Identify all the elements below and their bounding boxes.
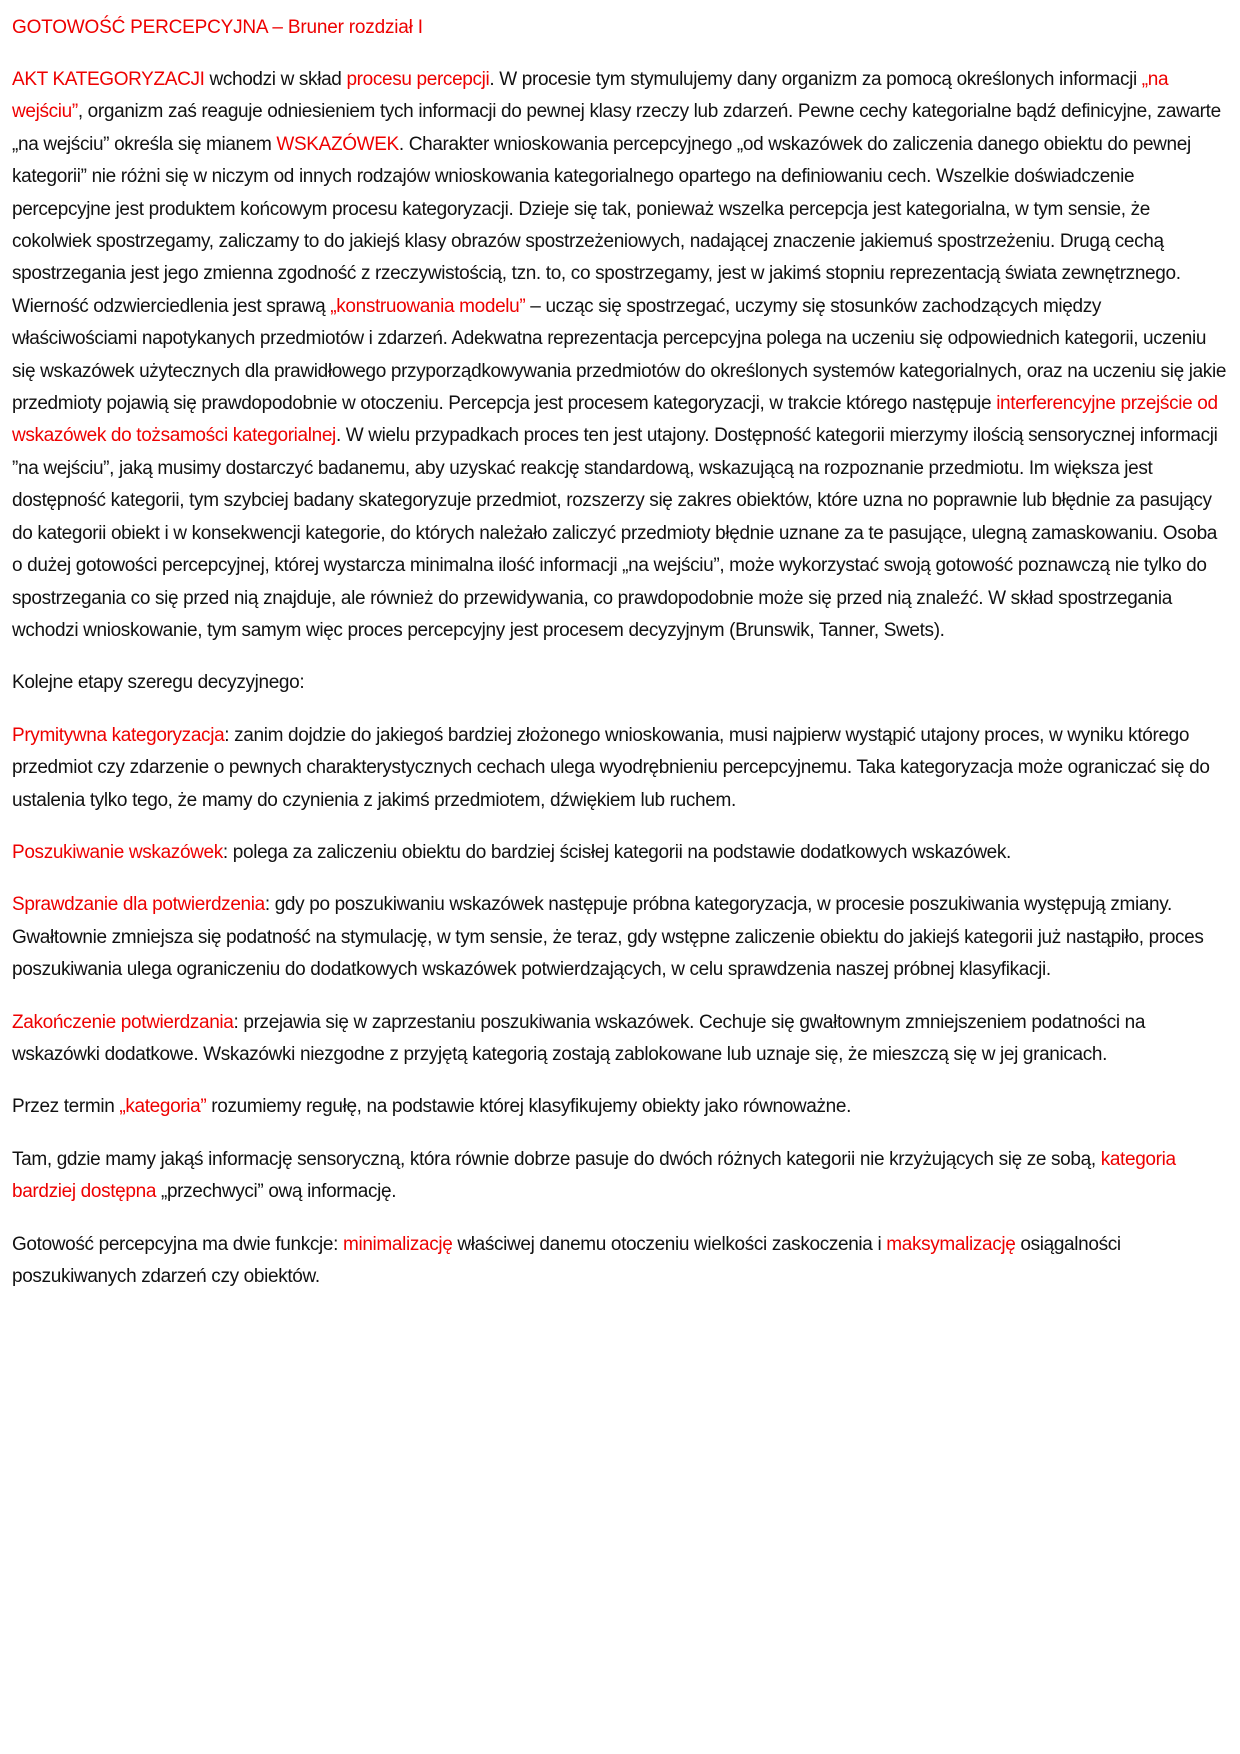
highlight-term: „kategoria” xyxy=(119,1096,207,1118)
body-text: . Charakter wnioskowania percepcyjnego „od wskazówek do zaliczenia danego obiektu do pewnej kategorii” nie różni się w niczym od innych rodzajów wnioskowania kategorialnego opartego na definiowaniu cech. Wszelkie doświadczenie percepcyjne jest produktem końcowym procesu kategoryzacji. Dzieje się tak, ponieważ wszelka percepcja jest kategorialna, w tym sensie, że cokolwiek spostrzegamy, zaliczamy to do jakiejś klasy obrazów spostrzeżeniowych, nadającej znaczenie jakiemuś spostrzeżeniu. Drugą cechą spostrzegania jest jego zmienna zgodność z rzeczywistością, tzn. to, co spostrzegamy, jest w jakimś stopniu reprezentacją świata zewnętrznego. Wierność odzwierciedlenia jest sprawą xyxy=(12,133,1191,317)
stage-paragraph xyxy=(12,1007,1228,1072)
stage-paragraph xyxy=(12,889,1228,986)
body-text: , organizm zaś reaguje odniesieniem tych informacji do pewnej klasy rzeczy lub zdarzeń. Pewne cechy kategorialne bądź definicyjne, zawarte „na wejściu” określa się mianem xyxy=(12,101,1221,155)
body-text: Gotowość percepcyjna ma dwie funkcje: xyxy=(12,1233,343,1255)
body-text: : gdy po poszukiwaniu wskazówek następuje próbna kategoryzacja, w procesie poszukiwania występują zmiany. Gwałtownie zmniejsza się podatność na stymulację, w tym sensie, że teraz, gdy wstępne zaliczenie obiektu do jakiejś kategorii już nastąpiło, proces poszukiwania ulega ograniczeniu do dodatkowych wskazówek potwierdzających, w celu sprawdzenia naszej próbnej klasyfikacji. xyxy=(12,894,1204,981)
body-text: : przejawia się w zaprzestaniu poszukiwania wskazówek. Cechuje się gwałtownym zmniejszeniem podatności na wskazówki dodatkowe. Wskazówki niezgodne z przyjętą kategorią zostają zablokowane lub uznaje się, że mieszczą się w jej granicach. xyxy=(12,1011,1146,1065)
availability-paragraph xyxy=(12,1144,1228,1209)
highlight-term: kategoria bardziej dostępna xyxy=(12,1148,1176,1203)
stage-paragraph xyxy=(12,720,1228,817)
body-text: – ucząc się spostrzegać, uczymy się stosunków zachodzących między właściwościami napotykanych przedmiotów i zdarzeń. Adekwatna reprezentacja percepcyjna polega na uczeniu się odpowiednich kategorii, uczeniu się wskazówek użytecznych dla prawidłowego przyporządkowywania przedmiotów do określonych systemów kategorialnych, oraz na uczeniu się jakie przedmioty pojawią się prawdopodobnie w otoczeniu. Percepcja jest procesem kategoryzacji, w trakcie którego następuje xyxy=(12,295,1227,415)
body-text: Przez termin xyxy=(12,1096,120,1118)
highlight-term: „konstruowania modelu” xyxy=(330,295,526,317)
highlight-term: WSKAZÓWEK xyxy=(276,133,399,155)
highlight-term: maksymalizację xyxy=(886,1233,1016,1255)
highlight-term: „na wejściu” xyxy=(12,69,1169,123)
body-text: wchodzi w skład xyxy=(204,69,347,90)
body-text: Tam, gdzie mamy jakąś informację sensoryczną, która równie dobrze pasuje do dwóch różnych kategorii nie krzyżujących się ze sobą, xyxy=(12,1148,1101,1170)
stages-heading: Kolejne etapy szeregu decyzyjnego: xyxy=(12,672,305,694)
stage-paragraph xyxy=(12,837,1228,869)
body-text: osiągalności poszukiwanych zdarzeń czy obiektów. xyxy=(12,1233,1121,1287)
definition-paragraph xyxy=(12,1091,1228,1123)
body-text: „przechwyci” ową informację. xyxy=(156,1181,397,1203)
stage-term: Zakończenie potwierdzania xyxy=(12,1011,234,1033)
functions-paragraph xyxy=(12,1229,1228,1294)
highlight-term: AKT KATEGORYZACJI xyxy=(12,69,205,90)
stage-term: Prymitywna kategoryzacja xyxy=(12,724,225,746)
intro-paragraph xyxy=(12,64,1228,647)
body-text: rozumiemy regułę, na podstawie której klasyfikujemy obiekty jako równoważne. xyxy=(206,1096,852,1118)
document-title: GOTOWOŚĆ PERCEPCYJNA – Bruner rozdział I xyxy=(12,17,423,38)
body-text: właściwej danemu otoczeniu wielkości zaskoczenia i xyxy=(452,1233,887,1255)
body-text: : zanim dojdzie do jakiegoś bardziej złożonego wnioskowania, musi najpierw wystąpić utajony proces, w wyniku którego przedmiot czy zdarzenie o pewnych charakterystycznych cechach ulega wyodrębnieniu percepcyjnemu. Taka kategoryzacja może ograniczać się do ustalenia tylko tego, że mamy do czynienia z jakimś przedmiotem, dźwiękiem lub ruchem. xyxy=(12,724,1210,811)
body-text: : polega za zaliczeniu obiektu do bardziej ścisłej kategorii na podstawie dodatkowych wskazówek. xyxy=(222,841,1011,863)
highlight-term: procesu percepcji xyxy=(346,69,490,90)
highlight-term: interferencyjne przejście od wskazówek do tożsamości kategorialnej xyxy=(12,393,1218,447)
body-text: . W wielu przypadkach proces ten jest utajony. Dostępność kategorii mierzymy ilością sensorycznej informacji ”na wejściu”, jaką musimy dostarczyć badanemu, aby uzyskać reakcję standardową, wskazującą na rozpoznanie przedmiotu. Im większa jest dostępność kategorii, tym szybciej badany skategoryzuje przedmiot, rozszerzy się zakres obiektów, które uzna no poprawnie lub błędnie za pasujący do kategorii obiekt i w konsekwencji kategorie, do których należało zaliczyć przedmioty błędnie uznane za te pasujące, ulegną zamaskowaniu. Osoba o dużej gotowości percepcyjnej, której wystarcza minimalna ilość informacji „na wejściu”, może wykorzystać swoją gotowość poznawczą nie tylko do spostrzegania co się przed nią znajduje, ale również do przewidywania, co prawdopodobnie może się przed nią znaleźć. W skład spostrzegania wchodzi wnioskowanie, tym samym więc proces percepcyjny jest procesem decyzyjnym (Brunswik, Tanner, Swets). xyxy=(12,425,1218,641)
stage-term: Sprawdzanie dla potwierdzenia xyxy=(12,894,265,916)
stage-term: Poszukiwanie wskazówek xyxy=(12,841,223,863)
highlight-term: minimalizację xyxy=(342,1233,453,1255)
body-text: . W procesie tym stymulujemy dany organizm za pomocą określonych informacji xyxy=(489,69,1142,90)
